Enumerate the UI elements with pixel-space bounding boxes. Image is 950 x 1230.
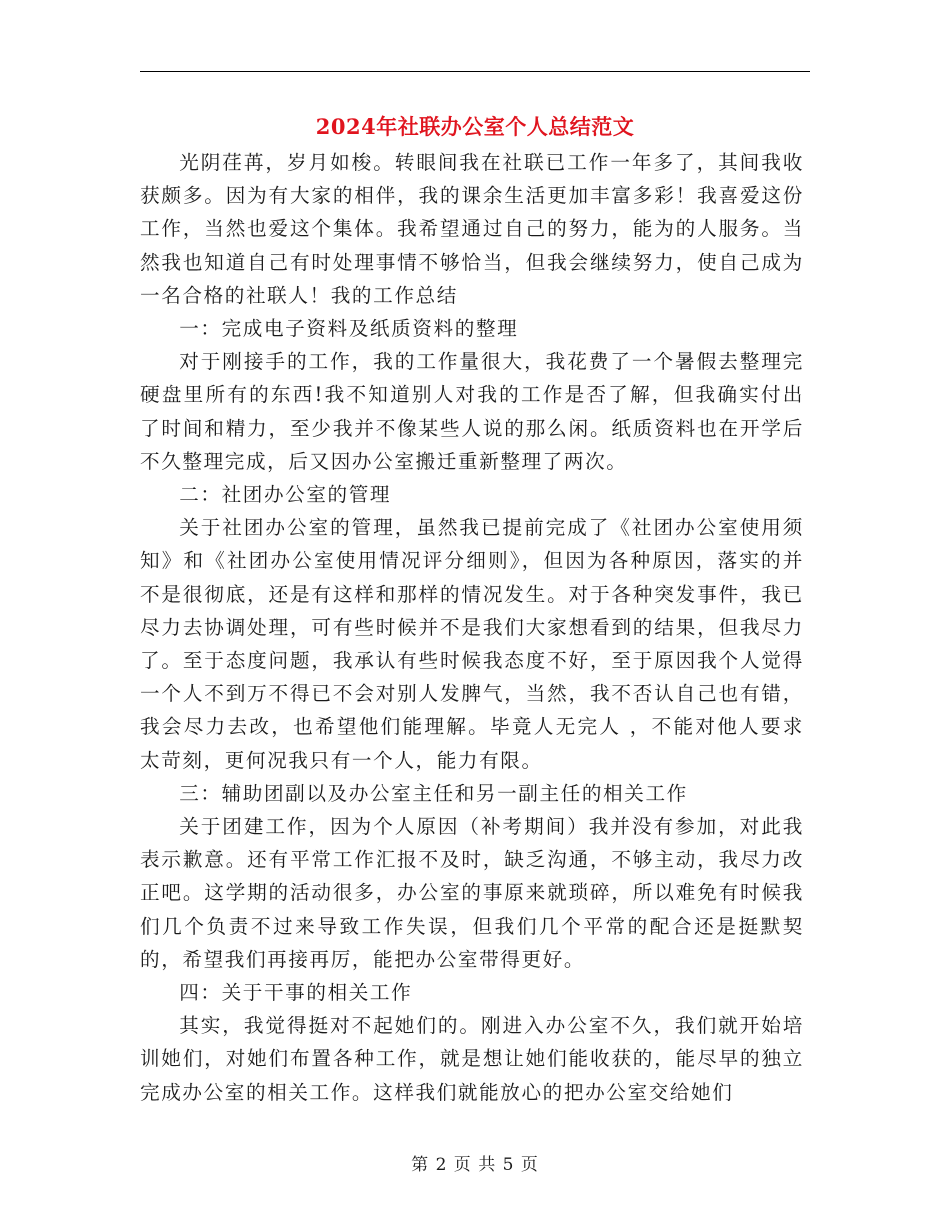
document-title: 2024年社联办公室个人总结范文 bbox=[315, 114, 635, 139]
body-paragraph: 关于团建工作，因为个人原因（补考期间）我并没有参加，对此我表示歉意。还有平常工作汇报不及时，缺乏沟通，不够主动，我尽力改正吧。这学期的活动很多，办公室的事原来就琐碎，所以难免有时候我们几个负责不过来导致工作失误，但我们几个平常的配合还是挺默契的，希望我们再接再厉，能把办公室带得更好。 bbox=[140, 815, 804, 971]
header-rule bbox=[140, 71, 810, 72]
body-paragraph: 光阴荏苒，岁月如梭。转眼间我在社联已工作一年多了，其间我收获颇多。因为有大家的相伴，我的课余生活更加丰富多彩！我喜爱这份工作，当然也爱这个集体。我希望通过自己的努力，能为的人服务。当然我也知道自己有时处理事情不够恰当，但我会继续努力，使自己成为一名合格的社联人！我的工作总结 bbox=[140, 151, 804, 307]
body-paragraph: 其实，我觉得挺对不起她们的。刚进入办公室不久，我们就开始培训她们，对她们布置各种工作，就是想让她们能收获的，能尽早的独立完成办公室的相关工作。这样我们就能放心的把办公室交给她们 bbox=[140, 1014, 804, 1104]
body-paragraph: 关于社团办公室的管理，虽然我已提前完成了《社团办公室使用须知》和《社团办公室使用情况评分细则》，但因为各种原因，落实的并不是很彻底，还是有这样和那样的情况发生。对于各种突发事件，我已尽力去协调处理，可有些时候并不是我们大家想看到的结果，但我尽力了。至于态度问题，我承认有些时候我态度不好，至于原因我个人觉得一个人不到万不得已不会对别人发脾气，当然，我不否认自己也有错，我会尽力去改，也希望他们能理解。毕竟人无完人 ，不能对他人要求太苛刻，更何况我只有一个人，能力有限。 bbox=[140, 516, 804, 772]
page-number: 第 2 页 共 5 页 bbox=[411, 1155, 539, 1175]
section-heading: 三：辅助团副以及办公室主任和另一副主任的相关工作 bbox=[179, 781, 688, 805]
section-heading: 二：社团办公室的管理 bbox=[179, 483, 392, 507]
section-heading: 四：关于干事的相关工作 bbox=[179, 981, 413, 1005]
section-heading: 一：完成电子资料及纸质资料的整理 bbox=[179, 317, 519, 341]
document-body bbox=[140, 146, 804, 1109]
body-paragraph: 对于刚接手的工作，我的工作量很大，我花费了一个暑假去整理完硬盘里所有的东西!我不知道别人对我的工作是否了解，但我确实付出了时间和精力，至少我并不像某些人说的那么闲。纸质资料也在开学后不久整理完成，后又因办公室搬迁重新整理了两次。 bbox=[140, 350, 804, 473]
